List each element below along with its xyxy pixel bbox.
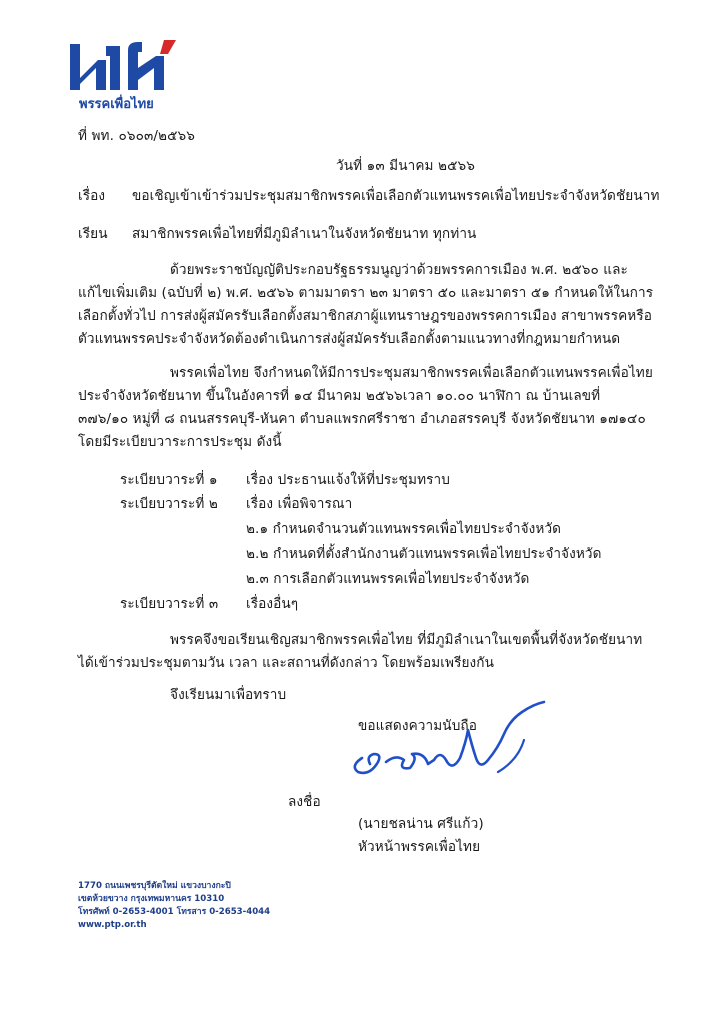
agenda-item1-label: ระเบียบวาระที่ ๑ bbox=[120, 472, 218, 488]
subject-label: เรื่อง bbox=[78, 188, 106, 204]
para2-line3: ๓๗๖/๑๐ หมู่ที่ ๘ ถนนสรรคบุรี-หันคา ตำบลแพรกศรีราชา อำเภอสรรคบุรี จังหวัดชัยนาท ๑๗๑๔๐ bbox=[78, 411, 646, 427]
agenda-sub-item-3: ๒.๓ การเลือกตัวแทนพรรคเพื่อไทยประจำจังหวัด bbox=[246, 571, 530, 587]
agenda-item1-text: เรื่อง ประธานแจ้งให้ที่ประชุมทราบ bbox=[246, 472, 450, 488]
document-date: วันที่ ๑๓ มีนาคม ๒๕๖๖ bbox=[336, 158, 475, 174]
agenda-item3-label: ระเบียบวาระที่ ๓ bbox=[120, 596, 219, 612]
para1-line2: แก้ไขเพิ่มเติม (ฉบับที่ ๒) พ.ศ. ๒๕๖๖ ตามมาตรา ๒๓ มาตรา ๕๐ และมาตรา ๕๑ กำหนดให้ในการ bbox=[78, 285, 654, 301]
agenda-sub-item-2: ๒.๒ กำหนดที่ตั้งสำนักงานตัวแทนพรรคเพื่อไทยประจำจังหวัด bbox=[246, 546, 602, 562]
para2-line1: พรรคเพื่อไทย จึงกำหนดให้มีการประชุมสมาชิกพรรคเพื่อเลือกตัวแทนพรรคเพื่อไทย bbox=[170, 365, 653, 381]
footer-line-address: 1770 ถนนเพชรบุรีตัดใหม่ แขวงบางกะปิ bbox=[78, 881, 231, 891]
para2-line2: ประจำจังหวัดชัยนาท ขึ้นในอังคารที่ ๑๔ มีนาคม ๒๕๖๖เวลา ๑๐.๐๐ นาฬิกา ณ บ้านเลขที่ bbox=[78, 388, 601, 404]
signature bbox=[348, 700, 558, 794]
para3-line2: ได้เข้าร่วมประชุมตามวัน เวลา และสถานที่ดังกล่าว โดยพร้อมเพรียงกัน bbox=[78, 655, 495, 671]
agenda-item2-label: ระเบียบวาระที่ ๒ bbox=[120, 496, 218, 512]
recipient-text: สมาชิกพรรคเพื่อไทยที่มีภูมิลำเนาในจังหวัดชัยนาท ทุกท่าน bbox=[132, 226, 477, 242]
para2-line4: โดยมีระเบียบวาระการประชุม ดังนี้ bbox=[78, 434, 282, 450]
document-number: ที่ พท. ๐๖๐๓/๒๕๖๖ bbox=[78, 128, 195, 144]
party-name-logo: พรรคเพื่อไทย bbox=[79, 97, 154, 112]
agenda-sub-item-1: ๒.๑ กำหนดจำนวนตัวแทนพรรคเพื่อไทยประจำจังหวัด bbox=[246, 521, 562, 537]
agenda-item3-text: เรื่องอื่นๆ bbox=[246, 596, 299, 612]
signature-scribble bbox=[348, 700, 558, 790]
signer-name: (นายชลน่าน ศรีแก้ว) bbox=[358, 816, 484, 832]
footer-line-district: เขตห้วยขวาง กรุงเทพมหานคร 10310 bbox=[78, 894, 225, 904]
para3-line1: พรรคจึงขอเรียนเชิญสมาชิกพรรคเพื่อไทย ที่มีภูมิลำเนาในเขตพื้นที่จังหวัดชัยนาท bbox=[170, 632, 643, 648]
party-logo-mark bbox=[64, 38, 184, 96]
para1-line1: ด้วยพระราชบัญญัติประกอบรัฐธรรมนูญว่าด้วยพรรคการเมือง พ.ศ. ๒๕๖๐ และ bbox=[170, 262, 628, 278]
footer-line-phone: โทรศัพท์ 0-2653-4001 โทรสาร 0-2653-4044 bbox=[78, 907, 271, 917]
footer-address bbox=[78, 880, 270, 932]
subject-text: ขอเชิญเข้าเข้าร่วมประชุมสมาชิกพรรคเพื่อเลือกตัวแทนพรรคเพื่อไทยประจำจังหวัดชัยนาท bbox=[132, 188, 660, 204]
footer-line-website[interactable]: www.ptp.or.th bbox=[78, 920, 147, 930]
recipient-label: เรียน bbox=[78, 226, 108, 242]
para1-line4: ตัวแทนพรรคประจำจังหวัดต้องดำเนินการส่งผู้สมัครรับเลือกตั้งตามแนวทางที่กฎหมายกำหนด bbox=[78, 331, 621, 347]
closing-inform: จึงเรียนมาเพื่อทราบ bbox=[170, 687, 287, 703]
signer-title: หัวหน้าพรรคเพื่อไทย bbox=[358, 839, 481, 855]
sign-label: ลงชื่อ bbox=[288, 794, 321, 810]
para1-line3: เลือกตั้งทั่วไป การส่งผู้สมัครรับเลือกตั้งสมาชิกสภาผู้แทนราษฎรของพรรคการเมือง สาขาพรรคหรือ bbox=[78, 308, 653, 324]
agenda-item2-text: เรื่อง เพื่อพิจารณา bbox=[246, 496, 353, 512]
closing-regards: ขอแสดงความนับถือ bbox=[358, 718, 478, 734]
